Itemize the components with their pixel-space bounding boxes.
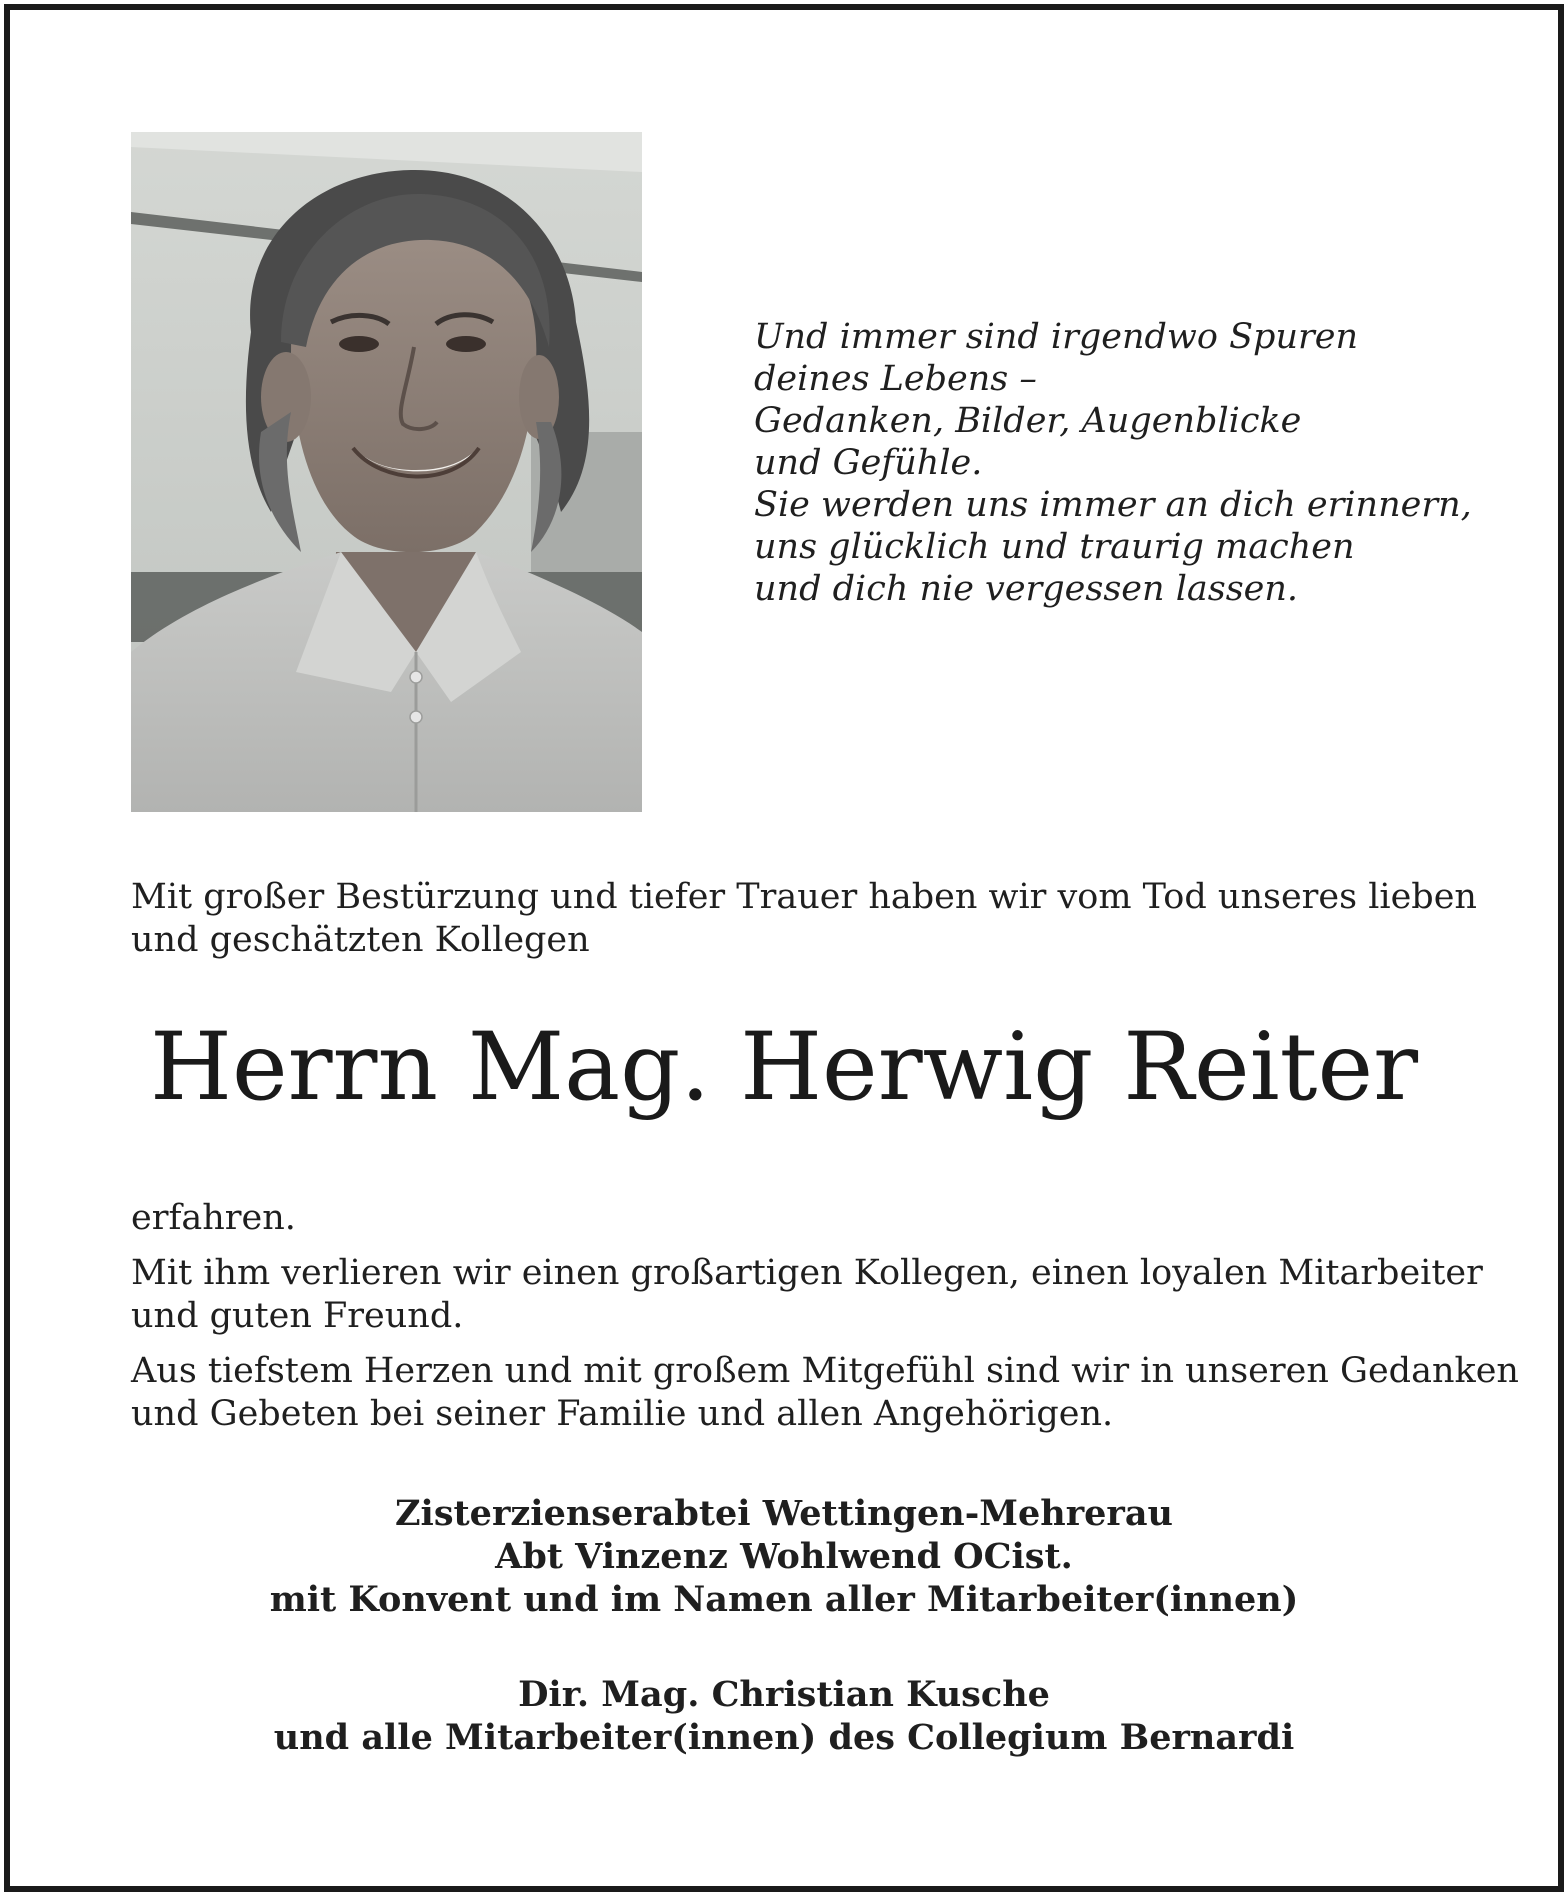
memorial-poem [754,316,1474,610]
intro-line: und geschätzten Kollegen [131,920,590,960]
poem-line: Sie werden uns immer an dich erinnern, [754,485,1472,525]
intro-text [131,876,1477,962]
poem-line: deines Lebens – [754,359,1037,399]
paragraph [131,1252,1483,1338]
signature-line: Zisterzienserabtei Wettingen-Mehrerau [394,1493,1174,1534]
portrait-illustration [131,132,642,812]
signature-line: Abt Vinzenz Wohlwend OCist. [495,1536,1073,1577]
condolence-text [131,1197,1519,1448]
signature-block-abbey [0,1492,1568,1621]
deceased-name: Herrn Mag. Herwig Reiter [149,1013,1419,1122]
paragraph-line: Aus tiefstem Herzen und mit großem Mitgefühl sind wir in unseren Gedanken [131,1351,1519,1391]
paragraph [131,1350,1519,1436]
paragraph-line: und guten Freund. [131,1296,464,1336]
poem-line: uns glücklich und traurig machen [754,527,1355,567]
poem-line: Und immer sind irgendwo Spuren [754,317,1358,357]
poem-line: Gedanken, Bilder, Augenblicke [754,401,1302,441]
signature-line: mit Konvent und im Namen aller Mitarbeiter(innen) [269,1579,1299,1620]
paragraph-line: erfahren. [131,1198,296,1238]
portrait-photo [131,132,642,812]
paragraph [131,1197,1461,1240]
poem-line: und Gefühle. [754,443,983,483]
signature-block-school [0,1673,1568,1759]
paragraph-line: und Gebeten bei seiner Familie und allen Angehörigen. [131,1394,1114,1434]
intro-line: Mit großer Bestürzung und tiefer Trauer haben wir vom Tod unseres lieben [131,877,1477,917]
poem-line: und dich nie vergessen lassen. [754,569,1299,609]
signature-line: und alle Mitarbeiter(innen) des Collegium Bernardi [273,1717,1295,1758]
signature-line: Dir. Mag. Christian Kusche [518,1674,1050,1715]
paragraph-line: Mit ihm verlieren wir einen großartigen Kollegen, einen loyalen Mitarbeiter [131,1253,1483,1293]
